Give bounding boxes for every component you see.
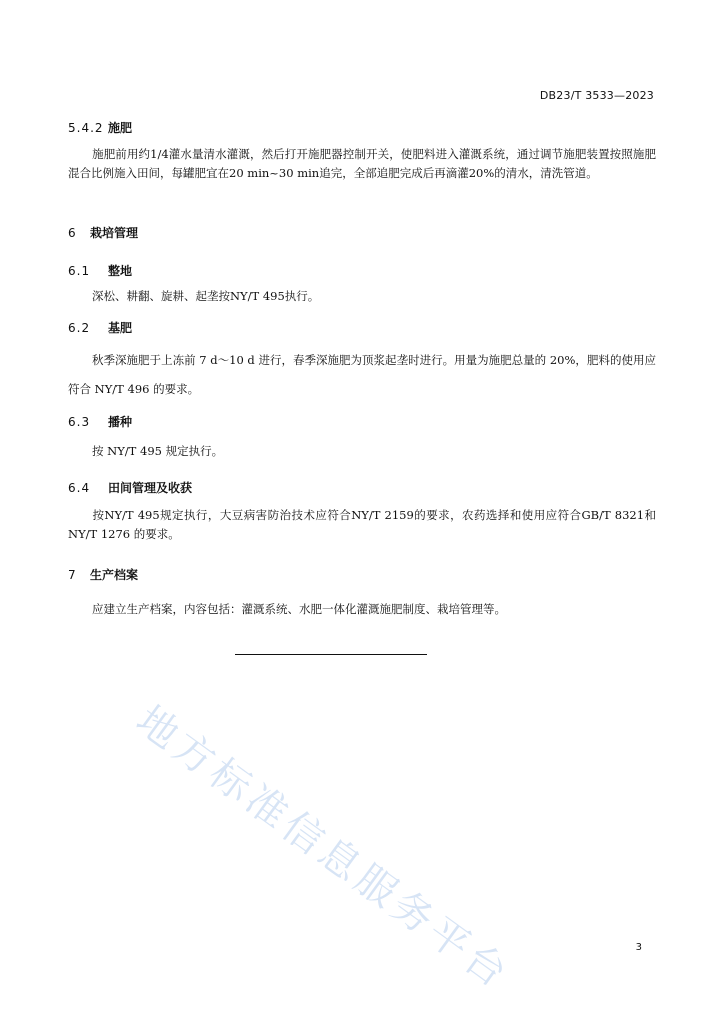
heading-title: 播种 — [108, 415, 133, 429]
heading-title: 基肥 — [108, 321, 133, 335]
paragraph-text: 按 NY/T 495 规定执行。 — [92, 444, 224, 458]
heading-title: 整地 — [108, 264, 133, 278]
heading-number: 5.4.2 — [68, 121, 104, 135]
paragraph-text: 按NY/T 495规定执行，大豆病害防治技术应符合NY/T 2159的要求，农药选择和使用应符合GB/T 8321和NY/T 1276 的要求。 — [68, 508, 656, 541]
paragraph-text: 应建立生产档案，内容包括：灌溉系统、水肥一体化灌溉施肥制度、栽培管理等。 — [92, 602, 506, 616]
paragraph-7 — [68, 600, 656, 619]
page-number: 3 — [635, 942, 642, 953]
standard-code: DB23/T 3533—2023 — [539, 89, 654, 102]
watermark: 地方标准信息服务平台 — [127, 697, 519, 999]
heading-number: 7 — [68, 568, 77, 582]
paragraph-text: 秋季深施肥于上冻前 7 d～10 d 进行，春季深施肥为顶浆起垄时进行。用量为施肥总量的 20%，肥料的使用应符合 NY/T 496 的要求。 — [68, 353, 656, 396]
heading-5-4-2 — [68, 119, 132, 136]
heading-title: 栽培管理 — [90, 226, 139, 240]
paragraph-text: 施肥前用约1/4灌水量清水灌溉，然后打开施肥器控制开关，使肥料进入灌溉系统，通过调节施肥装置按照施肥混合比例施入田间，每罐肥宜在20 min~30 min追完，全部追肥完成后再滴灌20%的清水，清洗管道。 — [68, 147, 656, 180]
paragraph-6-2 — [68, 346, 656, 404]
heading-6 — [68, 224, 138, 241]
heading-7 — [68, 566, 138, 583]
heading-number: 6 — [68, 226, 77, 240]
heading-number: 6.3 — [68, 415, 91, 429]
heading-6-4 — [68, 479, 192, 496]
heading-6-3 — [68, 413, 132, 430]
paragraph-6-4 — [68, 506, 656, 544]
heading-number: 6.2 — [68, 321, 91, 335]
heading-title: 施肥 — [108, 121, 133, 135]
paragraph-text: 深松、耕翻、旋耕、起垄按NY/T 495执行。 — [92, 289, 320, 303]
paragraph-6-3 — [68, 442, 656, 461]
heading-6-1 — [68, 262, 132, 279]
end-rule — [235, 654, 427, 655]
heading-6-2 — [68, 319, 132, 336]
paragraph-5-4-2 — [68, 145, 656, 183]
paragraph-6-1 — [68, 287, 656, 306]
heading-number: 6.1 — [68, 264, 91, 278]
heading-title: 生产档案 — [90, 568, 139, 582]
heading-number: 6.4 — [68, 481, 91, 495]
heading-title: 田间管理及收获 — [108, 481, 193, 495]
